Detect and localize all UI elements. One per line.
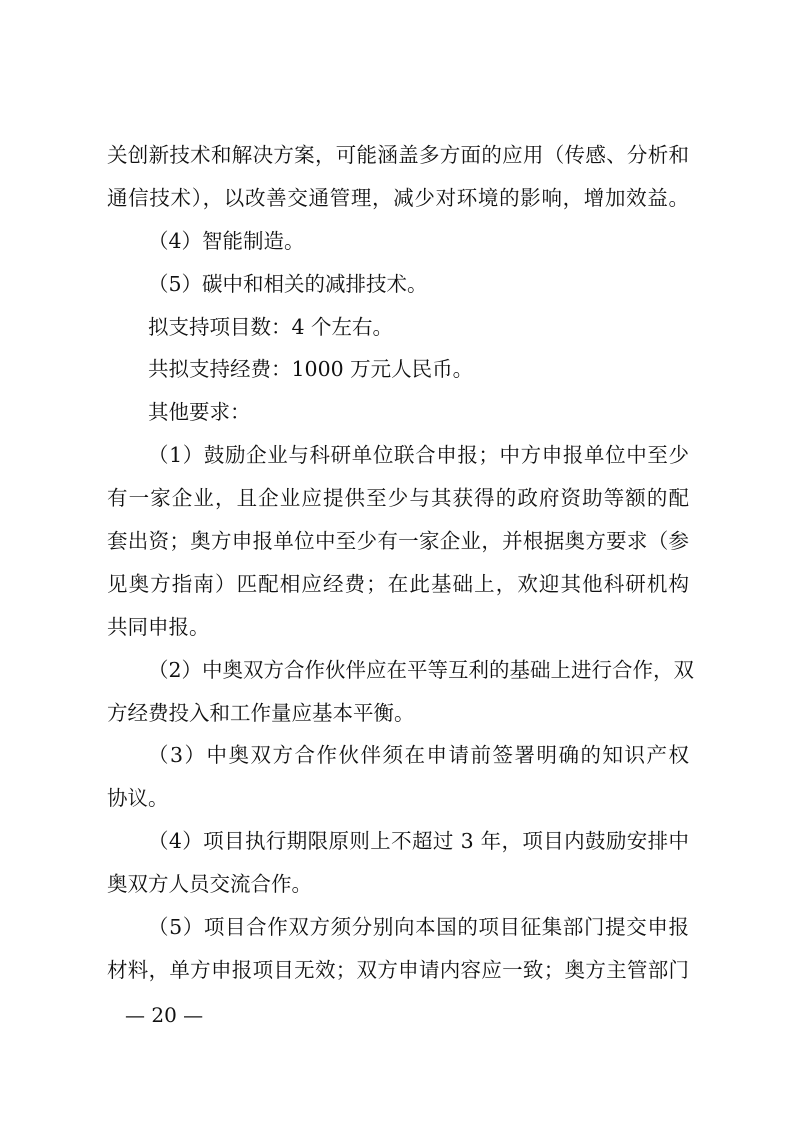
text-line: （1）鼓励企业与科研单位联合申报；中方申报单位中至少 bbox=[148, 443, 689, 468]
text-line: 协议。 bbox=[107, 786, 169, 811]
text-line: （5）碳中和相关的减排技术。 bbox=[148, 271, 428, 296]
document-body bbox=[107, 134, 695, 992]
text-line: 见奥方指南）匹配相应经费；在此基础上，欢迎其他科研机构 bbox=[107, 571, 689, 596]
text-line: 共同申报。 bbox=[107, 614, 210, 639]
text-line: （4）项目执行期限原则上不超过 3 年，项目内鼓励安排中 bbox=[148, 829, 689, 854]
text-line: 共拟支持经费：1000 万元人民币。 bbox=[148, 357, 474, 382]
text-line: 套出资；奥方申报单位中至少有一家企业，并根据奥方要求（参 bbox=[107, 529, 689, 554]
text-line: 方经费投入和工作量应基本平衡。 bbox=[107, 700, 415, 725]
text-line: （5）项目合作双方须分别向本国的项目征集部门提交申报 bbox=[148, 915, 689, 940]
text-line: 其他要求： bbox=[148, 400, 251, 425]
text-line: 材料，单方申报项目无效；双方申请内容应一致；奥方主管部门 bbox=[107, 957, 689, 982]
page-number: — 20 — bbox=[125, 1003, 204, 1027]
text-line: （2）中奥双方合作伙伴应在平等互利的基础上进行合作，双 bbox=[148, 657, 695, 682]
text-line: 关创新技术和解决方案，可能涵盖多方面的应用（传感、分析和 bbox=[107, 143, 689, 167]
text-line: 有一家企业，且企业应提供至少与其获得的政府资助等额的配 bbox=[107, 486, 689, 511]
text-line: 奥双方人员交流合作。 bbox=[107, 872, 312, 897]
text-line: 通信技术），以改善交通管理，减少对环境的影响，增加效益。 bbox=[107, 185, 689, 210]
text-line: （3）中奥双方合作伙伴须在申请前签署明确的知识产权 bbox=[148, 743, 689, 768]
text-line: （4）智能制造。 bbox=[148, 228, 305, 253]
text-line: 拟支持项目数：4 个左右。 bbox=[148, 314, 394, 339]
